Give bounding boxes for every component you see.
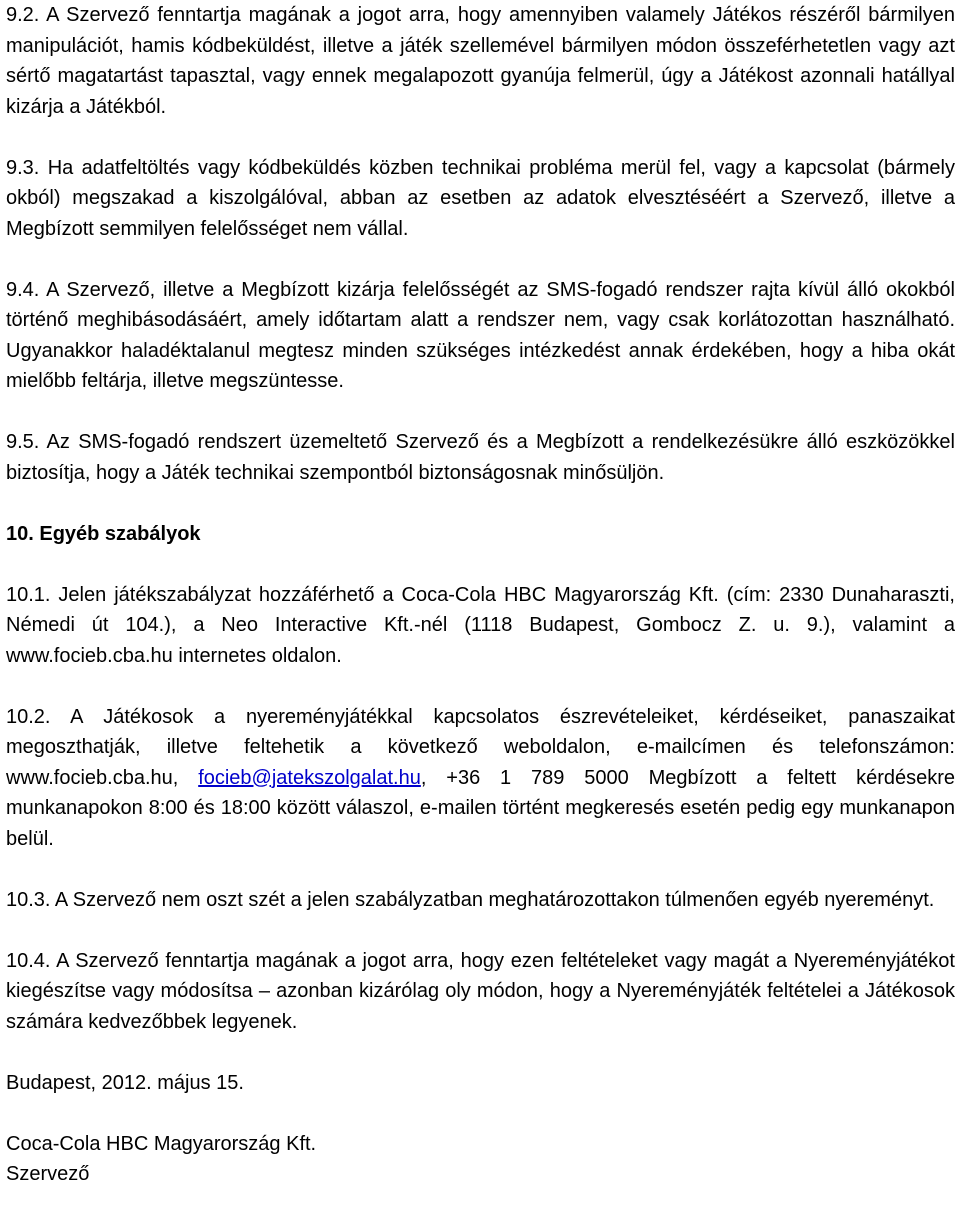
- paragraph-10-4: 10.4. A Szervező fenntartja magának a jogot arra, hogy ezen feltételeket vagy magát a Nyereményjátékot kiegészítse vagy módosítsa – azonban kizárólag oly módon, hogy a Nyereményjáték feltételei a Játékosok számára kedvezőbbek legyenek.: [6, 949, 955, 1033]
- signature-company: Coca-Cola HBC Magyarország Kft.: [6, 1132, 317, 1155]
- paragraph-10-2-text-after: , +36 1 789 5000 Megbízott a feltett kérdésekre munkanapokon 8:00 és 18:00 között válaszol, e-mailen történt megkeresés esetén pedig egy munkanapon belül.: [6, 766, 956, 850]
- paragraph-10-3: 10.3. A Szervező nem oszt szét a jelen szabályzatban meghatározottakon túlmenően egyéb nyereményt.: [6, 888, 935, 911]
- paragraph-9-5: 9.5. Az SMS-fogadó rendszert üzemeltető Szervező és a Megbízott a rendelkezésükre álló eszközökkel biztosítja, hogy a Játék technikai szempontból biztonságosnak minősüljön.: [6, 431, 955, 484]
- signature-role: Szervező: [6, 1163, 90, 1185]
- paragraph-9-4: 9.4. A Szervező, illetve a Megbízott kizárja felelősségét az SMS-fogadó rendszer rajta kívül álló okokból történő meghibásodásáért, amely időtartam alatt a rendszer nem, vagy csak korlátozottan használható. Ugyanakkor haladéktalanul megtesz minden szükséges intézkedést annak érdekében, hogy a hiba okát mielőbb feltárja, illetve megszüntesse.: [6, 278, 955, 392]
- paragraph-10-2-text-before: 10.2. A Játékosok a nyereményjátékkal kapcsolatos észrevételeiket, kérdéseiket, panaszaikat megoszthatják, illetve feltehetik a következő weboldalon, e-mailcímen és telefonszámon: www.focieb.cba.hu,: [6, 705, 955, 789]
- paragraph-10-2: [6, 702, 955, 855]
- paragraph-9-2: 9.2. A Szervező fenntartja magának a jogot arra, hogy amennyiben valamely Játékos részéről bármilyen manipulációt, hamis kódbeküldést, illetve a játék szellemével bármilyen módon összeférhetetlen vagy azt sértő magatartást tapasztal, vagy ennek megalapozott gyanúja felmerül, úgy a Játékost azonnali hatállyal kizárja a Játékból.: [6, 4, 955, 118]
- paragraph-10-1: 10.1. Jelen játékszabályzat hozzáférhető a Coca-Cola HBC Magyarország Kft. (cím: 2330 Dunaharaszti, Némedi út 104.), a Neo Interactive Kft.-nél (1118 Budapest, Gombocz Z. u. 9.), valamint a www.focieb.cba.hu internetes oldalon.: [6, 583, 955, 667]
- date-line: Budapest, 2012. május 15.: [6, 1071, 244, 1094]
- email-link[interactable]: focieb@jatekszolgalat.hu: [198, 766, 421, 789]
- section-heading-10: 10. Egyéb szabályok: [6, 522, 201, 545]
- paragraph-9-3: 9.3. Ha adatfeltöltés vagy kódbeküldés közben technikai probléma merül fel, vagy a kapcsolat (bármely okból) megszakad a kiszolgálóval, abban az esetben az adatok elvesztéséért a Szervező, illetve a Megbízott semmilyen felelősséget nem vállal.: [6, 156, 955, 240]
- document-page: [6, 0, 955, 1190]
